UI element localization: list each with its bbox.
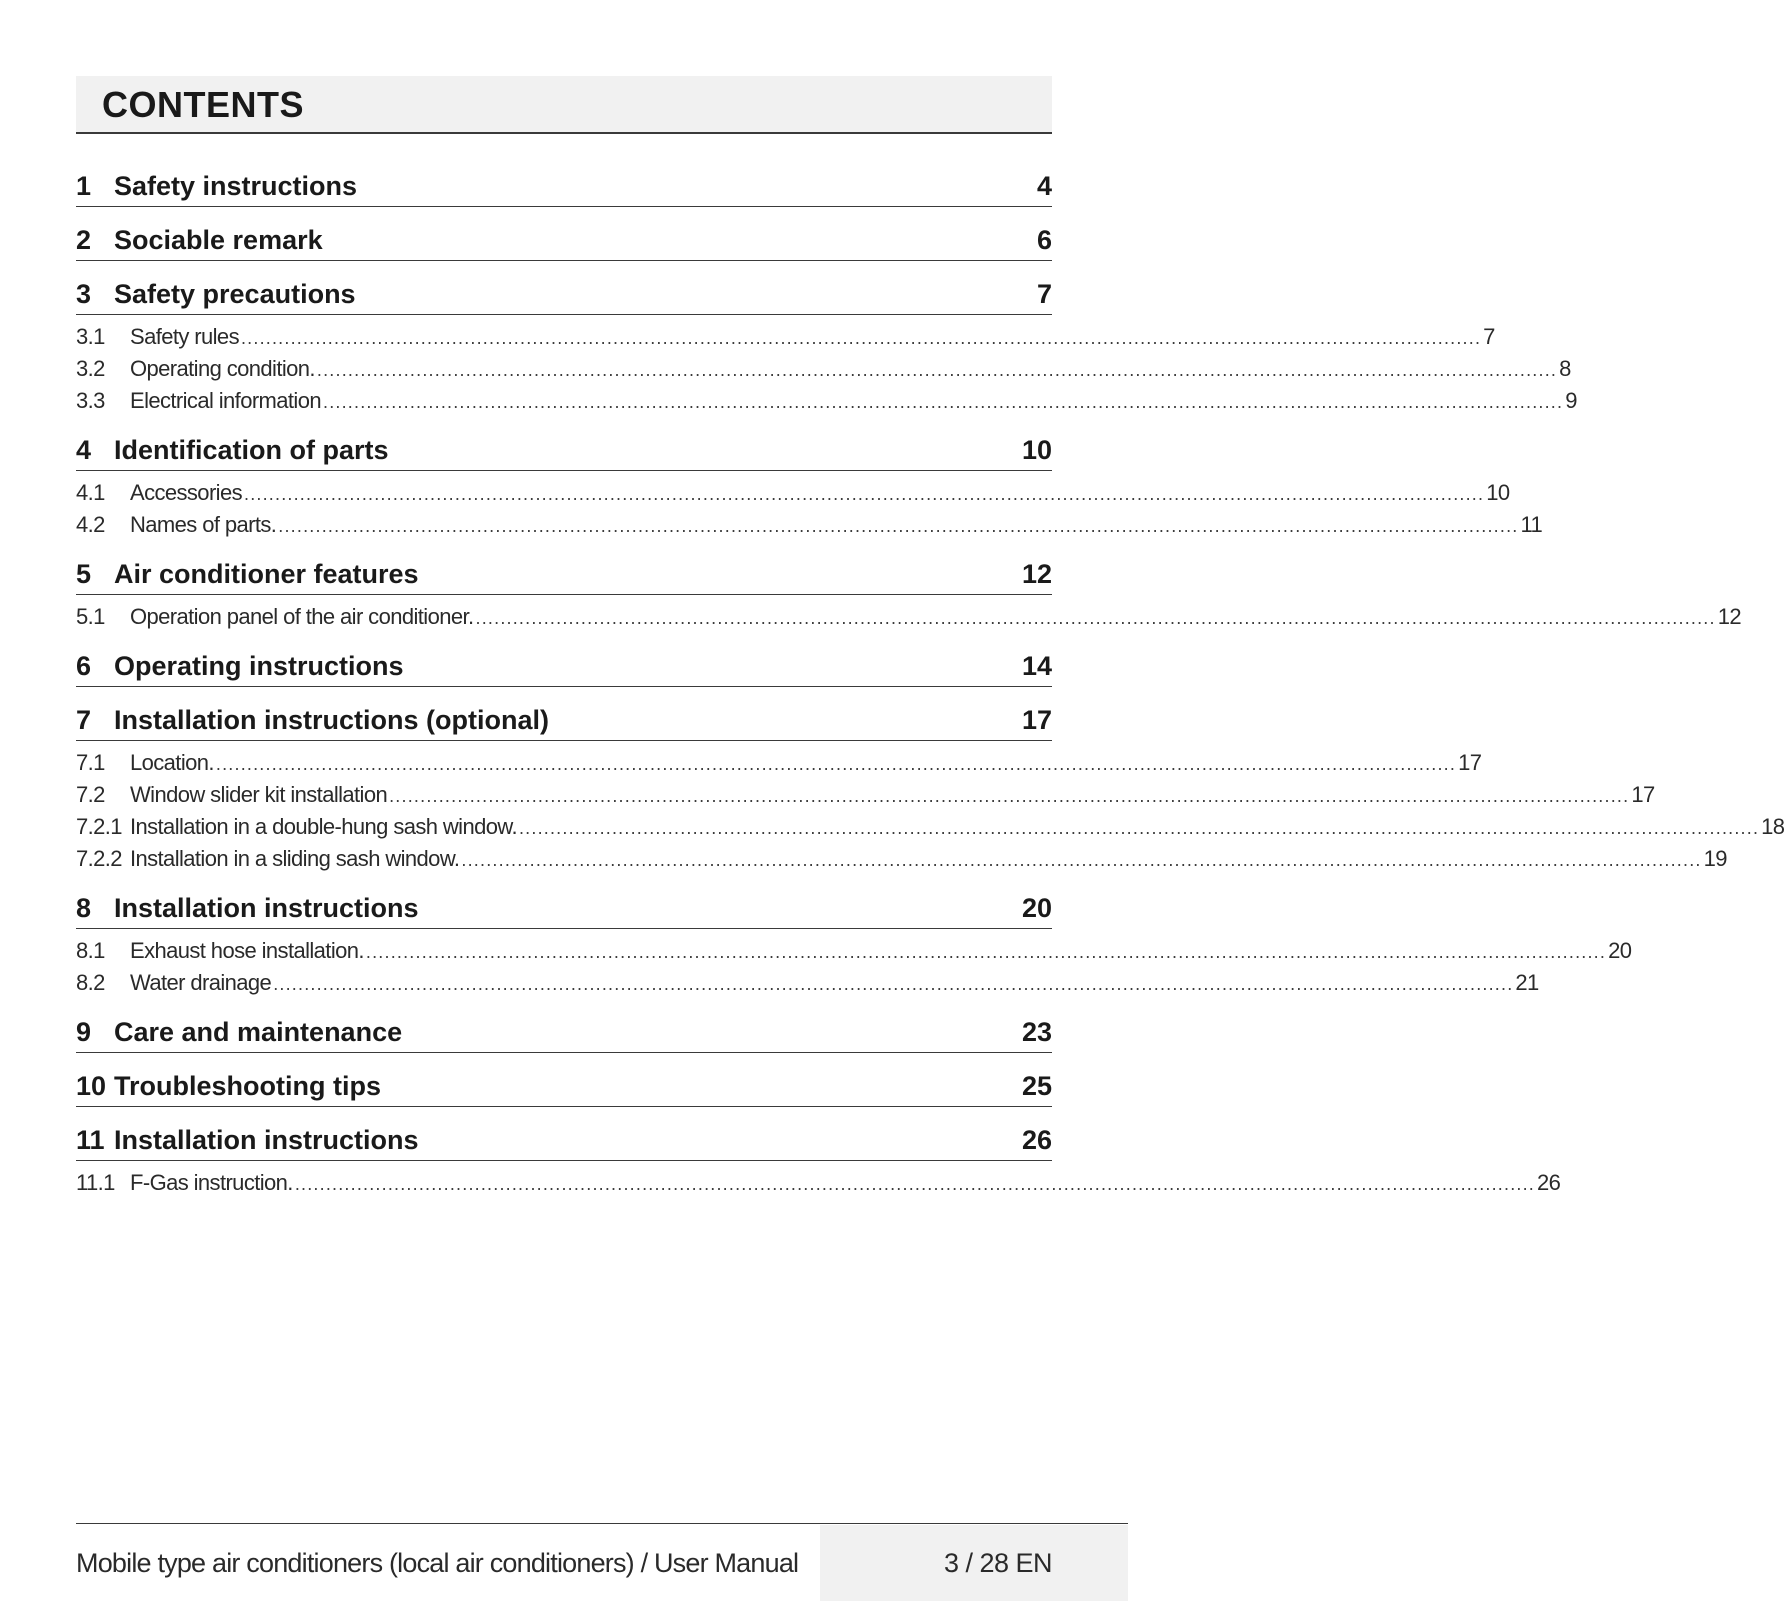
chapter-page: 4 <box>1036 171 1052 201</box>
toc-chapter-11[interactable] <box>76 1114 1052 1161</box>
subsection-number: 4.1 <box>76 480 105 505</box>
chapter-number: 2 <box>76 225 92 255</box>
chapter-number: 3 <box>76 279 92 309</box>
toc-chapter-2[interactable] <box>76 214 1052 261</box>
dot-leader: ........................................................................................................................................................................................................ <box>273 974 1514 994</box>
subsection-title: F-Gas instruction. <box>130 1170 293 1195</box>
toc-subsections <box>76 471 1543 541</box>
toc-subsection-11.1[interactable] <box>76 1167 1561 1199</box>
chapter-number: 1 <box>76 171 92 201</box>
chapter-number: 4 <box>76 435 92 465</box>
toc-subsection-4.1[interactable] <box>76 477 1510 509</box>
chapter-page: 25 <box>1021 1071 1052 1101</box>
toc-chapter-8[interactable] <box>76 882 1052 929</box>
subsection-page: 17 <box>1631 782 1655 807</box>
subsection-number: 7.1 <box>76 750 105 775</box>
footer-divider <box>76 1523 1128 1524</box>
toc-subsections <box>76 929 1632 999</box>
toc-chapter-4[interactable] <box>76 424 1052 471</box>
chapter-page: 10 <box>1021 435 1052 465</box>
subsection-number: 5.1 <box>76 604 105 629</box>
chapter-number: 11 <box>76 1125 105 1155</box>
subsection-number: 8.2 <box>76 970 105 995</box>
table-of-contents <box>76 160 1784 1199</box>
subsection-number: 3.2 <box>76 356 105 381</box>
subsection-page: 21 <box>1515 970 1539 995</box>
toc-chapter-1[interactable] <box>76 160 1052 207</box>
subsection-page: 20 <box>1608 938 1632 963</box>
toc-subsections <box>76 741 1784 875</box>
toc-chapter-5[interactable] <box>76 548 1052 595</box>
dot-leader: ........................................................................................................................................................................................................ <box>294 1174 1536 1194</box>
dot-leader: ........................................................................................................................................................................................................ <box>518 818 1760 838</box>
toc-chapter-6[interactable] <box>76 640 1052 687</box>
chapter-page: 14 <box>1021 651 1052 681</box>
dot-leader: ........................................................................................................................................................................................................ <box>461 850 1702 870</box>
subsection-title: Operation panel of the air conditioner. <box>130 604 474 629</box>
subsection-page: 11 <box>1520 512 1543 537</box>
toc-subsection-3.2[interactable] <box>76 353 1571 385</box>
subsection-number: 7.2.2 <box>76 846 122 871</box>
chapter-title: Installation instructions <box>114 893 419 923</box>
chapter-number: 7 <box>76 705 92 735</box>
chapter-title: Care and maintenance <box>114 1017 403 1047</box>
toc-chapter-3[interactable] <box>76 268 1052 315</box>
chapter-title: Safety instructions <box>114 171 358 201</box>
chapter-title: Operating instructions <box>114 651 404 681</box>
subsection-title: Installation in a double-hung sash window. <box>130 814 517 839</box>
chapter-page: 26 <box>1021 1125 1052 1155</box>
dot-leader: ........................................................................................................................................................................................................ <box>323 392 1564 412</box>
subsection-number: 3.1 <box>76 324 105 349</box>
chapter-title: Air conditioner features <box>114 559 419 589</box>
toc-subsections <box>76 595 1741 633</box>
toc-subsection-3.1[interactable] <box>76 321 1495 353</box>
subsection-page: 19 <box>1703 846 1727 871</box>
toc-subsection-7.2[interactable] <box>76 779 1655 811</box>
subsection-page: 12 <box>1717 604 1741 629</box>
chapter-page: 20 <box>1021 893 1052 923</box>
chapter-title: Safety precautions <box>114 279 356 309</box>
footer-title: Mobile type air conditioners (local air conditioners) / User Manual <box>76 1548 799 1578</box>
toc-subsection-8.1[interactable] <box>76 935 1632 967</box>
chapter-title: Installation instructions <box>114 1125 419 1155</box>
chapter-page: 7 <box>1036 279 1052 309</box>
subsection-title: Accessories <box>130 480 242 505</box>
subsection-number: 7.2 <box>76 782 105 807</box>
dot-leader: ........................................................................................................................................................................................................ <box>475 608 1716 628</box>
toc-chapter-10[interactable] <box>76 1060 1052 1107</box>
subsection-title: Window slider kit installation <box>130 782 388 807</box>
toc-subsection-3.3[interactable] <box>76 385 1577 417</box>
subsection-page: 7 <box>1483 324 1495 349</box>
chapter-number: 6 <box>76 651 92 681</box>
dot-leader: ........................................................................................................................................................................................................ <box>365 942 1607 962</box>
toc-subsection-4.2[interactable] <box>76 509 1543 541</box>
chapter-number: 8 <box>76 893 92 923</box>
chapter-number: 9 <box>76 1017 92 1047</box>
page-title: CONTENTS <box>102 84 304 125</box>
dot-leader: ........................................................................................................................................................................................................ <box>389 786 1630 806</box>
dot-leader: ........................................................................................................................................................................................................ <box>215 754 1457 774</box>
subsection-number: 4.2 <box>76 512 105 537</box>
title-band <box>76 76 1052 134</box>
subsection-title: Exhaust hose installation. <box>130 938 364 963</box>
subsection-number: 7.2.1 <box>76 814 122 839</box>
subsection-number: 11.1 <box>76 1170 115 1195</box>
chapter-number: 10 <box>76 1071 107 1101</box>
subsection-title: Safety rules <box>130 324 239 349</box>
subsection-page: 8 <box>1559 356 1571 381</box>
toc-subsection-7.1[interactable] <box>76 747 1482 779</box>
chapter-title: Installation instructions (optional) <box>114 705 549 735</box>
chapter-title: Identification of parts <box>114 435 389 465</box>
subsection-page: 18 <box>1761 814 1784 839</box>
dot-leader: ........................................................................................................................................................................................................ <box>244 484 1485 504</box>
dot-leader: ........................................................................................................................................................................................................ <box>278 516 1519 536</box>
subsection-title: Water drainage <box>130 970 272 995</box>
chapter-page: 23 <box>1021 1017 1052 1047</box>
subsection-page: 17 <box>1458 750 1482 775</box>
subsection-number: 3.3 <box>76 388 105 413</box>
chapter-title: Sociable remark <box>114 225 323 255</box>
subsection-title: Operating condition. <box>130 356 315 381</box>
toc-subsections <box>76 315 1577 417</box>
toc-subsection-7.2.2[interactable] <box>76 843 1727 875</box>
chapter-page: 12 <box>1021 559 1052 589</box>
subsection-number: 8.1 <box>76 938 105 963</box>
toc-subsections <box>76 1161 1561 1199</box>
footer-page-number: 3 / 28 EN <box>943 1548 1052 1578</box>
subsection-page: 26 <box>1537 1170 1561 1195</box>
toc-chapter-7[interactable] <box>76 694 1052 741</box>
chapter-title: Troubleshooting tips <box>114 1071 381 1101</box>
subsection-title: Installation in a sliding sash window. <box>130 846 460 871</box>
dot-leader: ........................................................................................................................................................................................................ <box>316 360 1558 380</box>
toc-subsection-7.2.1[interactable] <box>76 811 1784 843</box>
subsection-title: Names of parts. <box>130 512 277 537</box>
subsection-title: Electrical information <box>130 388 321 413</box>
subsection-title: Location. <box>130 750 214 775</box>
subsection-page: 10 <box>1486 480 1510 505</box>
toc-subsection-5.1[interactable] <box>76 601 1741 633</box>
toc-subsection-8.2[interactable] <box>76 967 1539 999</box>
toc-chapter-9[interactable] <box>76 1006 1052 1053</box>
chapter-number: 5 <box>76 559 92 589</box>
subsection-page: 9 <box>1565 388 1577 413</box>
chapter-page: 6 <box>1036 225 1052 255</box>
chapter-page: 17 <box>1021 705 1052 735</box>
dot-leader: ........................................................................................................................................................................................................ <box>240 328 1482 348</box>
